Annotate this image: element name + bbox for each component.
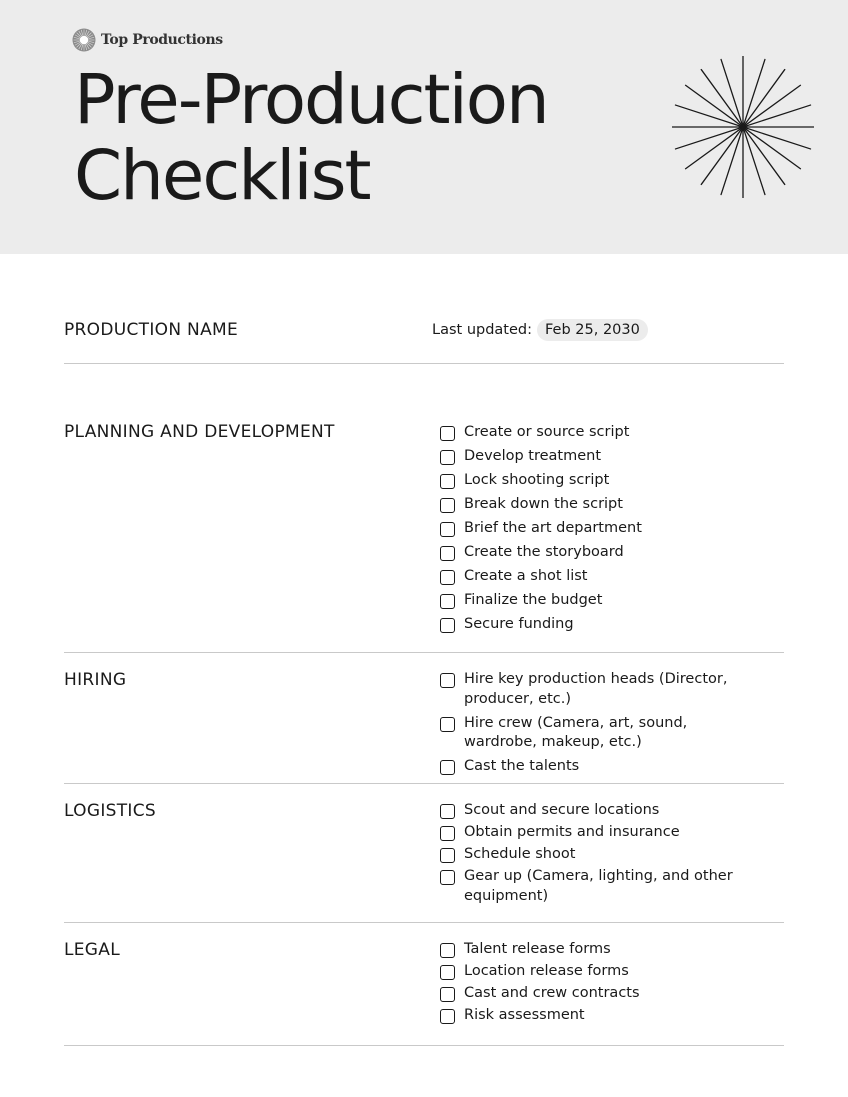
last-updated-date: Feb 25, 2030 [537, 319, 648, 341]
checkbox[interactable] [440, 594, 455, 609]
divider [64, 363, 784, 364]
checklist-item-label: Finalize the budget [464, 592, 603, 608]
checklist-item-label: Create a shot list [464, 568, 588, 584]
checkbox[interactable] [440, 618, 455, 633]
checklist-item [440, 714, 760, 753]
last-updated [432, 319, 648, 341]
checklist-legal [440, 940, 770, 1026]
checklist-item [440, 940, 770, 960]
brand [72, 28, 223, 52]
checklist-item [440, 757, 760, 777]
divider [64, 652, 784, 653]
checklist-item [440, 670, 760, 709]
checklist-item [440, 543, 780, 563]
checklist-item [440, 423, 780, 443]
checklist-item-label: Hire crew (Camera, art, sound, wardrobe, makeup, etc.) [464, 714, 688, 750]
checklist-item-label: Cast the talents [464, 758, 580, 774]
brand-name: Top Productions [101, 32, 223, 48]
checklist-item-label: Secure funding [464, 616, 574, 632]
checkbox[interactable] [440, 848, 455, 863]
checkbox[interactable] [440, 673, 455, 688]
checklist-item-label: Cast and crew contracts [464, 985, 640, 1002]
checkbox[interactable] [440, 870, 455, 885]
checklist-item [440, 984, 770, 1004]
checklist-item-label: Create the storyboard [464, 544, 624, 560]
section-title-hiring: HIRING [64, 670, 127, 690]
checklist-item-label: Lock shooting script [464, 472, 610, 488]
checkbox[interactable] [440, 570, 455, 585]
page-title [74, 62, 548, 214]
last-updated-label: Last updated: [432, 322, 532, 338]
checkbox[interactable] [440, 965, 455, 980]
checklist-item-label: Location release forms [464, 963, 629, 980]
checklist-item [440, 823, 770, 843]
checklist-item-label: Create or source script [464, 424, 630, 440]
checkbox[interactable] [440, 760, 455, 775]
checklist-item-label: Develop treatment [464, 448, 602, 464]
checklist-item-label: Hire key production heads (Director, producer, etc.) [464, 671, 728, 707]
checklist-item-label: Risk assessment [464, 1007, 585, 1024]
checkbox[interactable] [440, 804, 455, 819]
checkbox[interactable] [440, 943, 455, 958]
checklist-item [440, 845, 770, 865]
checkbox[interactable] [440, 1009, 455, 1024]
checkbox[interactable] [440, 450, 455, 465]
section-title-planning: PLANNING AND DEVELOPMENT [64, 422, 335, 442]
checklist-hiring [440, 670, 760, 777]
checkbox[interactable] [440, 546, 455, 561]
divider [64, 1045, 784, 1046]
checklist-item-label: Brief the art department [464, 520, 642, 536]
starburst-icon [672, 56, 814, 198]
divider [64, 922, 784, 923]
checklist-item [440, 867, 770, 906]
section-title-logistics: LOGISTICS [64, 801, 156, 821]
checklist-item-label: Scout and secure locations [464, 802, 660, 818]
checklist-item [440, 801, 770, 821]
checklist-item-label: Obtain permits and insurance [464, 824, 680, 841]
checklist-item [440, 1006, 770, 1026]
checklist-item [440, 615, 780, 635]
checkbox[interactable] [440, 826, 455, 841]
checklist-logistics [440, 801, 770, 906]
checklist-item [440, 471, 780, 491]
checklist-planning [440, 423, 780, 635]
production-name-label: PRODUCTION NAME [64, 320, 239, 340]
checklist-item-label: Schedule shoot [464, 846, 576, 863]
checklist-item [440, 495, 780, 515]
checklist-item [440, 591, 780, 611]
checkbox[interactable] [440, 987, 455, 1002]
title-line-2: Checklist [74, 136, 370, 216]
radial-circle-logo-icon [72, 28, 96, 52]
checklist-item-label: Break down the script [464, 496, 623, 512]
checklist-item-label: Talent release forms [464, 941, 611, 957]
checkbox[interactable] [440, 717, 455, 732]
checklist-item [440, 519, 780, 539]
title-line-1: Pre-Production [74, 60, 548, 140]
checklist-item [440, 567, 780, 587]
checklist-item [440, 962, 770, 982]
header-banner [0, 0, 848, 254]
divider [64, 783, 784, 784]
checklist-item-label: Gear up (Camera, lighting, and other equipment) [464, 868, 733, 904]
checklist-item [440, 447, 780, 467]
section-title-legal: LEGAL [64, 940, 120, 960]
checkbox[interactable] [440, 498, 455, 513]
checkbox[interactable] [440, 522, 455, 537]
checkbox[interactable] [440, 474, 455, 489]
checkbox[interactable] [440, 426, 455, 441]
